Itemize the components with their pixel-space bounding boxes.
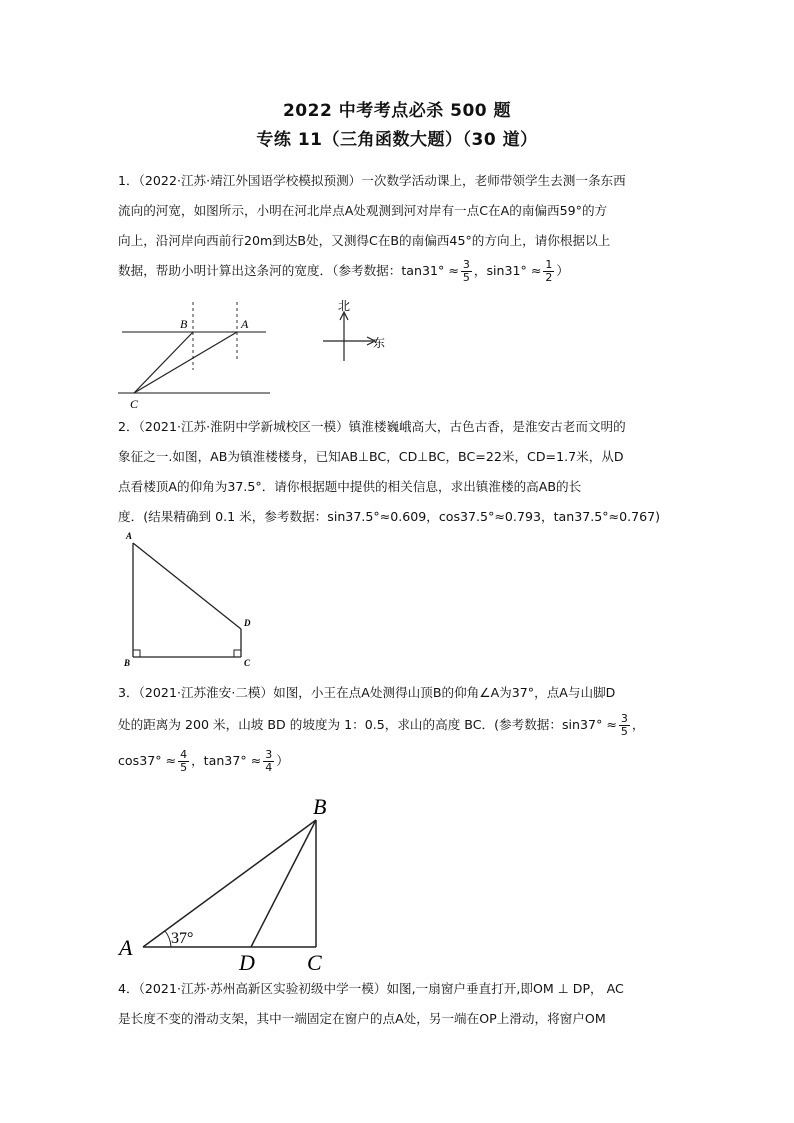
q3-line-2 <box>118 708 676 742</box>
label-d: D <box>239 950 255 975</box>
q2-tower-figure <box>120 528 260 673</box>
q3-line-1: 3．（2021·江苏淮安·二模）如图，小王在点A处测得山顶B的仰角∠A为37°，点A与山脚D <box>118 685 616 700</box>
q3-mountain-figure <box>115 790 345 975</box>
q1-sin-numerator: 1 <box>545 258 553 271</box>
segment-ca <box>134 332 237 393</box>
q1-sin-denominator: 2 <box>545 271 553 284</box>
q1-river-figure <box>110 296 290 411</box>
east-label: 东 <box>373 336 386 350</box>
q1-tan-numerator: 3 <box>462 258 470 271</box>
q1-line-4 <box>118 256 676 286</box>
label-d: D <box>244 618 251 628</box>
question-4 <box>118 974 676 1034</box>
q3-tan-fraction <box>263 749 274 774</box>
q3-tan-numerator: 3 <box>265 748 273 761</box>
q1-line-2: 流向的河宽，如图所示，小明在河北岸点A处观测到河对岸有一点C在A的南偏西59°的方 <box>118 203 608 218</box>
question-3 <box>118 678 676 780</box>
q3-line-2-end: ， <box>631 717 645 732</box>
q1-line-4-text: 数据，帮助小明计算出这条河的宽度．（参考数据： <box>118 263 402 278</box>
q1-sin-label: ，sin31° ≈ <box>473 263 542 278</box>
q3-cos-numerator: 4 <box>180 748 188 761</box>
q3-tan-denominator: 4 <box>265 761 273 774</box>
q3-line-3 <box>118 742 676 780</box>
right-angle-c <box>234 650 241 657</box>
q1-line-4-end: ） <box>556 263 569 278</box>
q2-line-2: 象征之一.如图，AB为镇淮楼楼身，已知AB⊥BC，CD⊥BC，BC=22米，CD=1.7米，从D <box>118 449 624 464</box>
page-subtitle: 专练 11（三角函数大题）（30 道） <box>256 130 538 150</box>
question-1 <box>118 166 676 286</box>
compass-figure <box>318 296 398 366</box>
q2-line-4: 度．(结果精确到 0.1 米，参考数据：sin37.5°≈0.609，cos37.5°≈0.793，tan37.5°≈0.767) <box>118 509 661 524</box>
question-2 <box>118 412 676 532</box>
q1-tan-denominator: 5 <box>462 271 470 284</box>
q3-cos-label: cos37° ≈ <box>118 753 177 768</box>
label-b: B <box>180 317 188 331</box>
q3-tan-label: ，tan37° ≈ <box>191 753 262 768</box>
q3-line-2-text: 处的距离为 200 米，山坡 BD 的坡度为 1：0.5，求山的高度 BC．(参考数据：sin37° ≈ <box>118 717 617 732</box>
q1-line-3: 向上，沿河岸向西前行20m到达B处，又测得C在B的南偏西45°的方向上，请你根据以上 <box>118 233 611 248</box>
q3-cos-denominator: 5 <box>180 761 188 774</box>
north-label: 北 <box>338 299 351 313</box>
segment-bd <box>251 820 316 947</box>
q1-tan-label: tan31° ≈ <box>401 263 459 278</box>
q4-line-2: 是长度不变的滑动支架，其中一端固定在窗户的点A处，另一端在OP上滑动，将窗户OM <box>118 1011 606 1026</box>
label-b: B <box>313 794 327 819</box>
label-a: A <box>126 531 133 541</box>
segment-ad <box>133 543 241 629</box>
label-a: A <box>119 935 133 960</box>
label-a: A <box>241 317 249 331</box>
q1-tan-fraction <box>461 259 472 284</box>
q2-line-3: 点看楼顶A的仰角为37.5°．请你根据题中提供的相关信息，求出镇淮楼的高AB的长 <box>118 479 582 494</box>
segment-ab <box>143 820 316 947</box>
q3-cos-fraction <box>178 749 189 774</box>
q4-line-1: 4．（2021·江苏·苏州高新区实验初级中学一模）如图,一扇窗户垂直打开,即OM ⊥ DP， AC <box>118 981 624 996</box>
q3-sin-denominator: 5 <box>620 725 628 738</box>
page-title: 2022 中考考点必杀 500 题 <box>282 101 512 121</box>
label-c: C <box>244 658 251 668</box>
q3-sin-fraction <box>619 713 630 738</box>
q3-line-3-end: ） <box>276 753 289 768</box>
q1-line-1: 1．（2022·江苏·靖江外国语学校模拟预测）一次数学活动课上，老师带领学生去测一条东西 <box>118 173 626 188</box>
angle-label: 37° <box>171 930 194 947</box>
q1-sin-fraction <box>543 259 554 284</box>
q2-line-1: 2．（2021·江苏·淮阴中学新城校区一模）镇淮楼巍峨高大，古色古香，是淮安古老而文明的 <box>118 419 626 434</box>
q3-sin-numerator: 3 <box>620 712 628 725</box>
label-b: B <box>124 658 131 668</box>
label-c: C <box>130 397 139 411</box>
segment-cb <box>134 332 193 393</box>
label-c: C <box>307 950 322 975</box>
right-angle-b <box>133 650 140 657</box>
